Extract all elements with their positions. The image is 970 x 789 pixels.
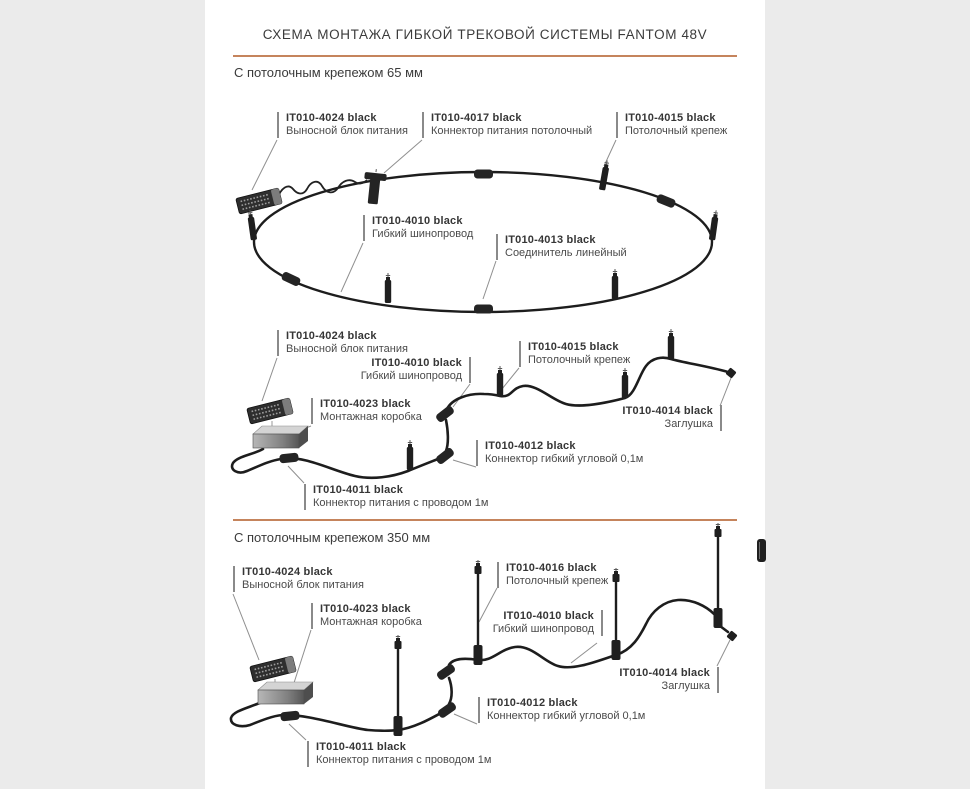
label-ceiling-power-connector-d1: IT010-4017 black Коннектор питания потолочный <box>422 112 592 138</box>
label-end-cap-d3: IT010-4014 black Заглушка <box>619 667 719 693</box>
label-mounting-box-d2: IT010-4023 black Монтажная коробка <box>311 398 422 424</box>
label-corner-connector-d3: IT010-4012 black Коннектор гибкий угловой 0,1м <box>478 697 645 723</box>
label-power-connector1m-d2: IT010-4011 black Коннектор питания с проводом 1м <box>304 484 488 510</box>
label-psu-d3: IT010-4024 black Выносной блок питания <box>233 566 364 592</box>
section-heading-350mm: С потолочным крепежом 350 мм <box>234 530 431 545</box>
label-ceiling-mount350-d3: IT010-4016 black Потолочный крепеж <box>497 562 608 588</box>
label-end-cap-d2: IT010-4014 black Заглушка <box>622 405 722 431</box>
label-psu-d1: IT010-4024 black Выносной блок питания <box>277 112 408 138</box>
label-power-connector1m-d3: IT010-4011 black Коннектор питания с проводом 1м <box>307 741 491 767</box>
page-title: СХЕМА МОНТАЖА ГИБКОЙ ТРЕКОВОЙ СИСТЕМЫ FANTOM 48V <box>262 27 708 42</box>
label-ceiling-mount65-d1: IT010-4015 black Потолочный крепеж <box>616 112 727 138</box>
label-psu-d2: IT010-4024 black Выносной блок питания <box>277 330 408 356</box>
section-heading-65mm: С потолочным крепежом 65 мм <box>234 65 423 80</box>
label-flex-track-d3: IT010-4010 black Гибкий шинопровод <box>493 610 603 636</box>
label-ceiling-mount65-d2: IT010-4015 black Потолочный крепеж <box>519 341 630 367</box>
label-mounting-box-d3: IT010-4023 black Монтажная коробка <box>311 603 422 629</box>
label-flex-track-d2: IT010-4010 black Гибкий шинопровод <box>361 357 471 383</box>
accent-divider-middle <box>233 519 737 521</box>
label-linear-connector-d1: IT010-4013 black Соединитель линейный <box>496 234 627 260</box>
accent-divider-top <box>233 55 737 57</box>
label-corner-connector-d2: IT010-4012 black Коннектор гибкий угловой 0,1м <box>476 440 643 466</box>
page <box>205 0 765 789</box>
label-flex-track-d1: IT010-4010 black Гибкий шинопровод <box>363 215 473 241</box>
